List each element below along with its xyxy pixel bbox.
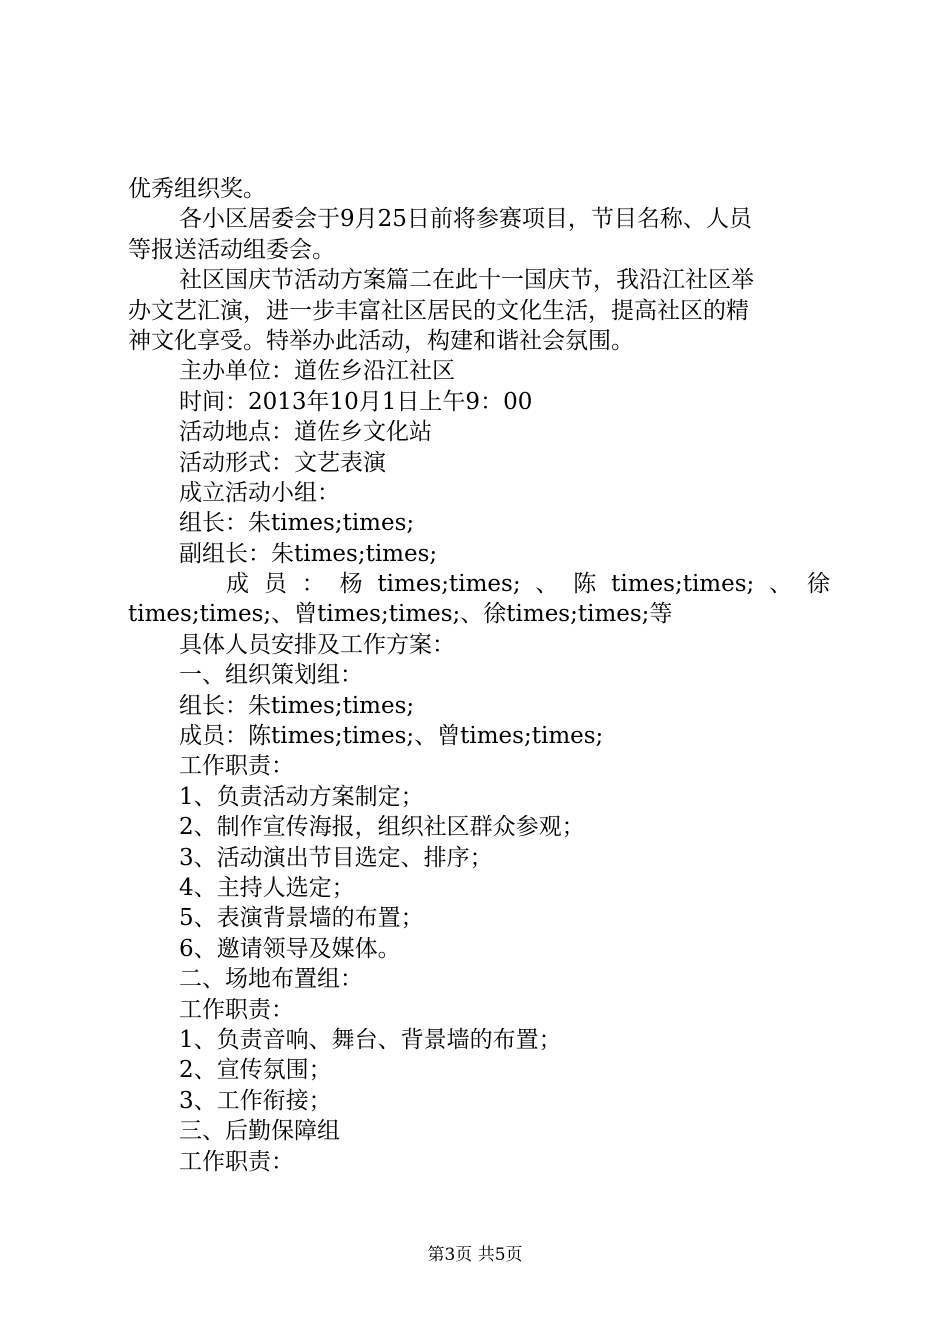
text-line: 一、组织策划组：: [179, 662, 363, 689]
text-line: 工作职责：: [179, 996, 294, 1023]
text-line: 社区国庆节活动方案篇二在此十一国庆节，我沿江社区举: [179, 267, 754, 294]
text-line: 1、负责音响、舞台、背景墙的布置；: [179, 1026, 562, 1053]
text-line: 具体人员安排及工作方案：: [179, 631, 455, 658]
text-line: 工作职责：: [179, 753, 294, 780]
text-line: 4、主持人选定；: [179, 874, 355, 901]
text-line: 等报送活动组委会。: [128, 236, 335, 263]
text-line: 5、表演背景墙的布置；: [179, 905, 424, 932]
text-line: 组长：朱times;times;: [179, 692, 415, 719]
page-footer: 第3页 共5页: [427, 1245, 523, 1265]
text-line: 副组长：朱times;times;: [179, 540, 438, 567]
text-line: 办文艺汇演，进一步丰富社区居民的文化生活，提高社区的精: [128, 297, 749, 324]
text-line: 3、工作衔接；: [179, 1087, 332, 1114]
text-line: 时间：2013年10月1日上午9：00: [179, 388, 533, 415]
text-line: 成员：陈times;times;、曾times;times;: [179, 723, 604, 750]
text-line: 活动形式：文艺表演: [179, 449, 386, 476]
text-line: 2、宣传氛围；: [179, 1057, 332, 1084]
text-line: 1、负责活动方案制定；: [179, 783, 424, 810]
document-body: [128, 174, 830, 1177]
text-line: 工作职责：: [179, 1148, 294, 1175]
text-line: 主办单位：道佐乡沿江社区: [179, 358, 455, 385]
text-line: 神文化享受。特举办此活动，构建和谐社会氛围。: [128, 327, 634, 354]
text-line: 优秀组织奖。: [128, 176, 266, 202]
text-line: 3、活动演出节目选定、排序；: [179, 844, 493, 871]
text-line: 2、制作宣传海报，组织社区群众参观；: [179, 814, 585, 841]
text-line: 成立活动小组：: [179, 479, 340, 506]
text-line: 组长：朱times;times;: [179, 510, 415, 537]
text-line: times;times;、曾times;times;、徐times;times;等: [128, 601, 673, 628]
text-line: 二、场地布置组：: [179, 966, 363, 993]
text-line: 成员：杨times;times;、陈times;times;、徐: [226, 571, 830, 598]
text-line: 三、后勤保障组: [179, 1118, 340, 1145]
text-line: 各小区居委会于9月25日前将参赛项目，节目名称、人员: [179, 206, 752, 233]
text-line: 活动地点：道佐乡文化站: [179, 419, 432, 446]
text-line: 6、邀请领导及媒体。: [179, 935, 401, 962]
